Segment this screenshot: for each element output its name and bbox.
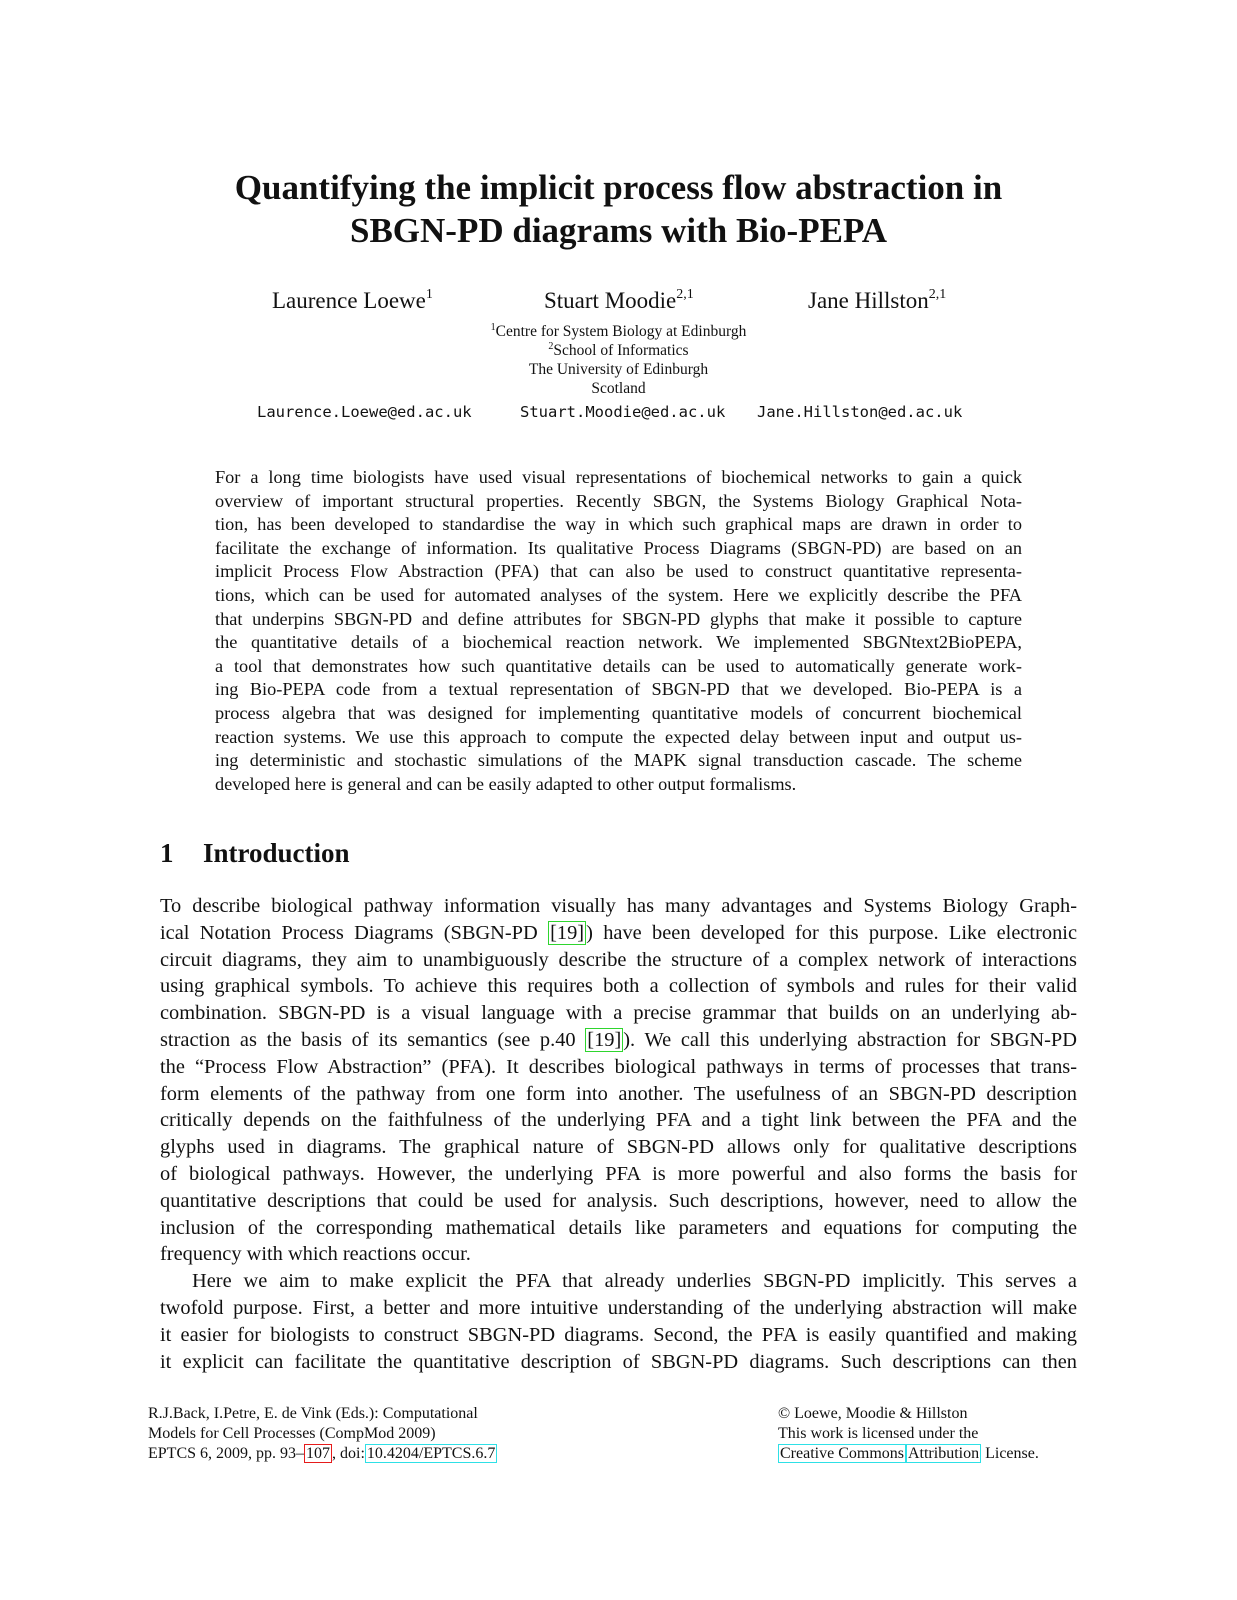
- text-line: form elements of the pathway from one form into another. The usefulness of an SBGN-PD description: [160, 1082, 1077, 1105]
- copyright: © Loewe, Moodie & Hillston: [778, 1405, 968, 1422]
- last-page-link[interactable]: 107: [306, 1445, 331, 1462]
- abstract: [215, 466, 1022, 796]
- text-line: using graphical symbols. To achieve this requires both a collection of symbols and rules for their valid: [160, 975, 1077, 998]
- email-link[interactable]: Stuart.Moodie@ed.ac.uk: [520, 403, 726, 421]
- email-link[interactable]: Laurence.Loewe@ed.ac.uk: [257, 403, 472, 421]
- text-line: To describe biological pathway information visually has many advantages and Systems Biology Graph-: [160, 895, 1077, 917]
- citation-link[interactable]: [19]: [550, 921, 585, 944]
- abstract-line: developed here is general and can be easily adapted to other output formalisms.: [215, 773, 797, 794]
- text-line: the “Process Flow Abstraction” (PFA). It describes biological pathways in terms of processes that trans-: [160, 1055, 1077, 1078]
- title-line-2: SBGN-PD diagrams with Bio-PEPA: [350, 211, 887, 250]
- text-line: critically depends on the faithfulness of the underlying PFA and a tight link between the PFA and the: [160, 1109, 1077, 1132]
- author-name: Jane Hillston$^{2,1}$: [808, 287, 947, 313]
- text-line: combination. SBGN-PD is a visual language with a precise grammar that builds on an underlying ab-: [160, 1002, 1077, 1025]
- affiliation-line: $^2$School of Informatics: [548, 341, 689, 359]
- text-line: ical Notation Process Diagrams (SBGN-PD [19]) have been developed for this purpose. Like electronic: [160, 921, 1077, 944]
- text-line: of biological pathways. However, the underlying PFA is more powerful and also forms the basis for: [160, 1162, 1077, 1185]
- abstract-line: ing deterministic and stochastic simulations of the MAPK signal transduction cascade. The scheme: [215, 750, 1022, 771]
- citation-link[interactable]: [19]: [587, 1028, 622, 1051]
- doi-link[interactable]: 10.4204/EPTCS.6.7: [366, 1445, 496, 1462]
- text-line: twofold purpose. First, a better and more intuitive understanding of the underlying abstraction will make: [160, 1296, 1077, 1319]
- paper-title: [0, 166, 1237, 252]
- text-line: Here we aim to make explicit the PFA that already underlies SBGN-PD implicitly. This serves a: [192, 1270, 1077, 1293]
- abstract-line: that underpins SBGN-PD and define attributes for SBGN-PD glyphs that make it possible to capture: [215, 608, 1022, 629]
- affiliation: [0, 322, 1237, 398]
- text-line: inclusion of the corresponding mathematical details like parameters and equations for computing the: [160, 1216, 1077, 1239]
- section-number: 1: [160, 838, 174, 868]
- publication-info: R.J.Back, I.Petre, E. de Vink (Eds.): Computational Models for Cell Processes (CompMod 2009) EPTCS 6, 2009, pp. 93– 107 , doi: 10.4204/EPTCS.6.7: [148, 1405, 496, 1462]
- text-line: circuit diagrams, they aim to unambiguously describe the structure of a complex network of interactions: [160, 948, 1077, 971]
- abstract-line: For a long time biologists have used visual representations of biochemical networks to gain a quick: [215, 467, 1022, 487]
- text-line: glyphs used in diagrams. The graphical nature of SBGN-PD allows only for qualitative descriptions: [160, 1136, 1077, 1159]
- abstract-line: the quantitative details of a biochemical reaction network. We implemented SBGNtext2BioPEPA,: [215, 632, 1022, 653]
- author-list: [0, 288, 1237, 318]
- author-name: Laurence Loewe$^1$: [272, 287, 433, 313]
- license-info: © Loewe, Moodie & Hillston This work is licensed under the Creative Commons Attribution License.: [778, 1405, 1039, 1462]
- text-line: it explicit can facilitate the quantitative description of SBGN-PD diagrams. Such descriptions can then: [160, 1350, 1077, 1373]
- title-line-1: Quantifying the implicit process flow abstraction in: [234, 168, 1003, 207]
- attribution-link[interactable]: Attribution: [907, 1445, 980, 1462]
- email-link[interactable]: Jane.Hillston@ed.ac.uk: [757, 403, 963, 421]
- creative-commons-link[interactable]: Creative Commons: [780, 1445, 904, 1462]
- text-line: straction as the basis of its semantics (see p.40 [19]). We call this underlying abstraction for SBGN-PD: [160, 1028, 1077, 1051]
- abstract-line: tion, has been developed to standardise the way in which such graphical maps are drawn in order to: [215, 514, 1022, 535]
- abstract-line: ing Bio-PEPA code from a textual representation of SBGN-PD that we developed. Bio-PEPA is a: [215, 679, 1022, 700]
- text-line: it easier for biologists to construct SBGN-PD diagrams. Second, the PFA is easily quantified and making: [160, 1323, 1077, 1346]
- text-line: quantitative descriptions that could be used for analysis. Such descriptions, however, need to allow the: [160, 1189, 1077, 1212]
- abstract-line: implicit Process Flow Abstraction (PFA) that can also be used to construct quantitative representa-: [215, 561, 1022, 582]
- abstract-line: reaction systems. We use this approach to compute the expected delay between input and output us-: [215, 726, 1022, 747]
- text-line: frequency with which reactions occur.: [160, 1243, 471, 1266]
- abstract-line: process algebra that was designed for implementing quantitative models of concurrent biochemical: [215, 702, 1022, 723]
- section-heading: [160, 838, 350, 869]
- affiliation-line: The University of Edinburgh: [528, 361, 709, 378]
- affiliation-line: $^1$Centre for System Biology at Edinburgh: [490, 322, 747, 340]
- intro-text: [160, 893, 1077, 1375]
- author-name: Stuart Moodie$^{2,1}$: [544, 287, 694, 313]
- abstract-line: tions, which can be used for automated analyses of the system. Here we explicitly describe the PFA: [215, 584, 1022, 605]
- section-title: Introduction: [203, 838, 350, 868]
- abstract-line: overview of important structural properties. Recently SBGN, the Systems Biology Graphical Nota-: [215, 490, 1022, 511]
- abstract-line: a tool that demonstrates how such quantitative details can be used to automatically generate work-: [215, 655, 1022, 676]
- abstract-line: facilitate the exchange of information. Its qualitative Process Diagrams (SBGN-PD) are based on an: [215, 537, 1022, 558]
- affiliation-line: Scotland: [591, 380, 646, 397]
